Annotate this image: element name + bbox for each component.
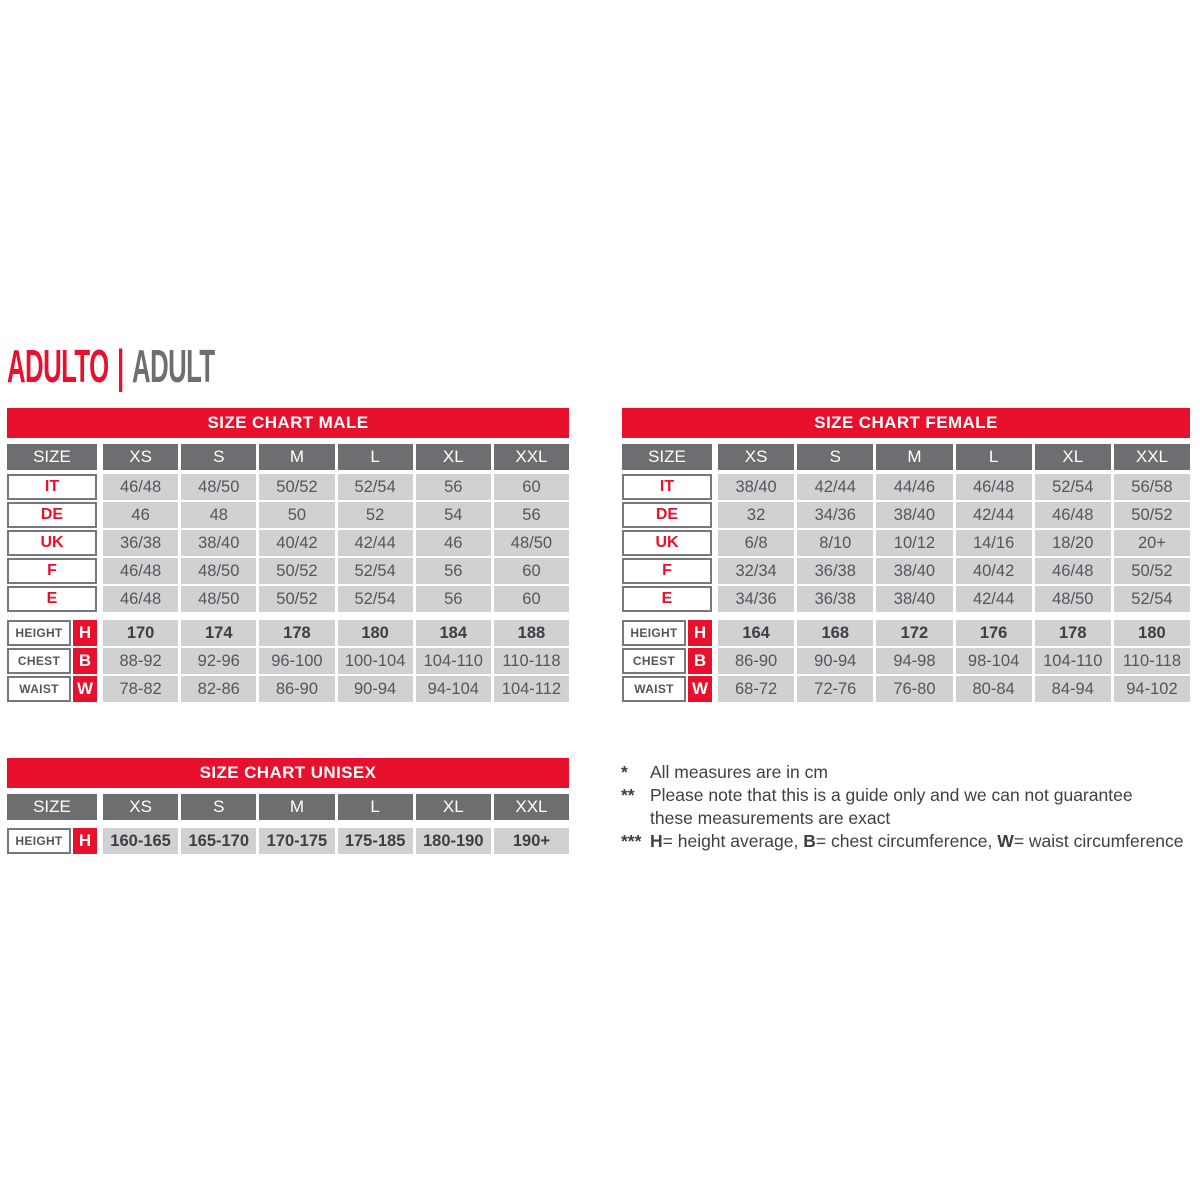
measure-row-height: [7, 828, 569, 854]
table-title-bar: [7, 408, 569, 438]
footnotes: [621, 761, 1200, 853]
page-title-secondary: ADULT: [132, 340, 215, 392]
measure-value-cell: 68-72: [718, 676, 794, 702]
legend-b-text: = chest circumference,: [815, 831, 998, 851]
measure-value-cell: 178: [1035, 620, 1111, 646]
size-value-cell: 34/36: [718, 586, 794, 612]
size-value-cell: 36/38: [797, 558, 873, 584]
column-header-xl: XL: [416, 794, 491, 820]
size-value-cell: 38/40: [876, 586, 952, 612]
size-value-cell: 56/58: [1114, 474, 1190, 500]
column-header-l: L: [338, 444, 413, 470]
column-header-s: S: [181, 794, 256, 820]
size-value-cell: 42/44: [797, 474, 873, 500]
size-value-cell: 46/48: [1035, 502, 1111, 528]
measure-value-cell: 86-90: [718, 648, 794, 674]
measure-code-badge: B: [688, 648, 712, 674]
size-value-cell: 10/12: [876, 530, 952, 556]
measure-value-cell: 94-102: [1114, 676, 1190, 702]
measure-value-cell: 188: [494, 620, 569, 646]
measure-value-cell: 100-104: [338, 648, 413, 674]
size-value-cell: 50/52: [259, 586, 334, 612]
column-header-size: SIZE: [7, 794, 97, 820]
column-header-m: M: [259, 794, 334, 820]
column-header-l: L: [956, 444, 1032, 470]
measure-value-cell: 104-110: [416, 648, 491, 674]
size-value-cell: 52/54: [338, 474, 413, 500]
measure-row-waist: [622, 676, 1190, 702]
measure-row-height: [622, 620, 1190, 646]
legend-w: W: [997, 831, 1014, 851]
size-value-cell: 34/36: [797, 502, 873, 528]
size-value-cell: 48/50: [181, 474, 256, 500]
size-value-cell: 46/48: [103, 474, 178, 500]
row-label: IT: [7, 474, 97, 500]
row-label: DE: [622, 502, 712, 528]
size-value-cell: 50/52: [1114, 558, 1190, 584]
page-title-separator: |: [116, 340, 124, 392]
table-title: SIZE CHART FEMALE: [814, 413, 998, 432]
measure-value-cell: 84-94: [1035, 676, 1111, 702]
size-value-cell: 36/38: [103, 530, 178, 556]
size-value-cell: 50/52: [259, 558, 334, 584]
row-label: UK: [622, 530, 712, 556]
size-value-cell: 52/54: [338, 558, 413, 584]
measure-value-cell: 96-100: [259, 648, 334, 674]
measure-value-cell: 178: [259, 620, 334, 646]
size-value-cell: 60: [494, 474, 569, 500]
column-header-s: S: [181, 444, 256, 470]
size-value-cell: 46/48: [103, 586, 178, 612]
column-header-m: M: [876, 444, 952, 470]
measure-value-cell: 190+: [494, 828, 569, 854]
measure-value-cell: 82-86: [181, 676, 256, 702]
measure-value-cell: 164: [718, 620, 794, 646]
measure-label: HEIGHT: [7, 620, 71, 646]
size-value-cell: 48/50: [494, 530, 569, 556]
measure-label-group: [7, 828, 97, 854]
measure-row-chest: [7, 648, 569, 674]
measure-value-cell: 110-118: [494, 648, 569, 674]
size-row-it: [622, 474, 1190, 500]
size-value-cell: 42/44: [956, 586, 1032, 612]
measure-code-badge: H: [73, 620, 97, 646]
size-value-cell: 44/46: [876, 474, 952, 500]
footnote-guide-only: [621, 784, 1200, 830]
size-row-de: [7, 502, 569, 528]
measure-value-cell: 86-90: [259, 676, 334, 702]
size-value-cell: 52/54: [338, 586, 413, 612]
measure-value-cell: 110-118: [1114, 648, 1190, 674]
measure-value-cell: 76-80: [876, 676, 952, 702]
measure-label: WAIST: [7, 676, 71, 702]
size-chart-female-table: [622, 408, 1190, 704]
measure-value-cell: 94-104: [416, 676, 491, 702]
size-row-de: [622, 502, 1190, 528]
row-label: IT: [622, 474, 712, 500]
measure-row-waist: [7, 676, 569, 702]
measure-label-group: [7, 620, 97, 646]
column-header-row: [7, 444, 569, 470]
size-value-cell: 40/42: [259, 530, 334, 556]
footnote-legend: [621, 830, 1200, 853]
size-value-cell: 32: [718, 502, 794, 528]
measure-value-cell: 172: [876, 620, 952, 646]
size-chart-unisex-table: [7, 758, 569, 856]
column-header-size: SIZE: [7, 444, 97, 470]
size-value-cell: 56: [416, 474, 491, 500]
column-header-row: [622, 444, 1190, 470]
column-header-xs: XS: [103, 444, 178, 470]
size-value-cell: 42/44: [956, 502, 1032, 528]
size-value-cell: 42/44: [338, 530, 413, 556]
page-title: [7, 340, 215, 392]
column-header-xxl: XXL: [494, 794, 569, 820]
measure-label: HEIGHT: [7, 828, 71, 854]
size-value-cell: 48/50: [181, 586, 256, 612]
measure-code-badge: H: [73, 828, 97, 854]
measure-value-cell: 168: [797, 620, 873, 646]
size-value-cell: 14/16: [956, 530, 1032, 556]
size-value-cell: 6/8: [718, 530, 794, 556]
size-value-cell: 52/54: [1035, 474, 1111, 500]
size-value-cell: 46: [416, 530, 491, 556]
row-label: F: [622, 558, 712, 584]
measure-value-cell: 98-104: [956, 648, 1032, 674]
footnote-marker: ***: [621, 831, 642, 851]
page-title-primary: ADULTO: [7, 340, 109, 392]
table-title: SIZE CHART MALE: [207, 413, 369, 432]
legend-h-text: = height average,: [662, 831, 804, 851]
size-row-uk: [7, 530, 569, 556]
column-header-l: L: [338, 794, 413, 820]
size-value-cell: 60: [494, 586, 569, 612]
size-value-cell: 52/54: [1114, 586, 1190, 612]
column-header-m: M: [259, 444, 334, 470]
measure-value-cell: 175-185: [338, 828, 413, 854]
measure-value-cell: 104-112: [494, 676, 569, 702]
measure-value-cell: 170-175: [259, 828, 334, 854]
row-label: E: [7, 586, 97, 612]
size-value-cell: 56: [416, 586, 491, 612]
measure-value-cell: 94-98: [876, 648, 952, 674]
measure-code-badge: W: [688, 676, 712, 702]
column-header-xl: XL: [416, 444, 491, 470]
measurements-section: [622, 620, 1190, 702]
column-header-s: S: [797, 444, 873, 470]
size-value-cell: 50: [259, 502, 334, 528]
measure-value-cell: 180-190: [416, 828, 491, 854]
size-row-f: [7, 558, 569, 584]
column-header-xl: XL: [1035, 444, 1111, 470]
measure-value-cell: 180: [338, 620, 413, 646]
footnote-text: [650, 830, 1200, 853]
row-label: F: [7, 558, 97, 584]
measure-value-cell: 72-76: [797, 676, 873, 702]
size-value-cell: 32/34: [718, 558, 794, 584]
size-value-cell: 56: [494, 502, 569, 528]
row-label: UK: [7, 530, 97, 556]
column-header-xs: XS: [103, 794, 178, 820]
measure-value-cell: 90-94: [797, 648, 873, 674]
footnote-marker: **: [621, 785, 635, 805]
footnote-text: All measures are in cm: [650, 762, 828, 782]
size-row-f: [622, 558, 1190, 584]
measure-label-group: [7, 648, 97, 674]
size-value-cell: 38/40: [876, 502, 952, 528]
size-value-cell: 38/40: [876, 558, 952, 584]
row-label: E: [622, 586, 712, 612]
measure-label-group: [622, 648, 712, 674]
size-value-cell: 46/48: [1035, 558, 1111, 584]
size-value-cell: 60: [494, 558, 569, 584]
legend-b: B: [803, 831, 816, 851]
measure-label-group: [622, 676, 712, 702]
measure-value-cell: 184: [416, 620, 491, 646]
size-value-cell: 8/10: [797, 530, 873, 556]
measure-value-cell: 78-82: [103, 676, 178, 702]
size-value-cell: 56: [416, 558, 491, 584]
size-value-cell: 38/40: [718, 474, 794, 500]
measure-value-cell: 80-84: [956, 676, 1032, 702]
measure-label: CHEST: [622, 648, 686, 674]
measure-value-cell: 170: [103, 620, 178, 646]
measurements-section: [7, 620, 569, 702]
measure-value-cell: 174: [181, 620, 256, 646]
size-value-cell: 38/40: [181, 530, 256, 556]
size-value-cell: 36/38: [797, 586, 873, 612]
measure-row-chest: [622, 648, 1190, 674]
table-title-bar: [7, 758, 569, 788]
size-row-e: [7, 586, 569, 612]
size-value-cell: 46/48: [103, 558, 178, 584]
column-header-xxl: XXL: [494, 444, 569, 470]
measure-label: WAIST: [622, 676, 686, 702]
measure-label-group: [7, 676, 97, 702]
footnote-text: [650, 784, 1200, 830]
size-value-cell: 48/50: [1035, 586, 1111, 612]
measure-code-badge: W: [73, 676, 97, 702]
footnote-line-2: these measurements are exact: [650, 808, 891, 828]
size-value-cell: 52: [338, 502, 413, 528]
measure-value-cell: 180: [1114, 620, 1190, 646]
size-row-it: [7, 474, 569, 500]
size-value-cell: 20+: [1114, 530, 1190, 556]
measure-value-cell: 90-94: [338, 676, 413, 702]
measure-value-cell: 104-110: [1035, 648, 1111, 674]
table-title: SIZE CHART UNISEX: [199, 763, 377, 782]
measure-value-cell: 88-92: [103, 648, 178, 674]
footnote-measures-in-cm: [621, 761, 1200, 784]
size-value-cell: 50/52: [1114, 502, 1190, 528]
size-chart-male-table: [7, 408, 569, 704]
column-header-xxl: XXL: [1114, 444, 1190, 470]
size-value-cell: 54: [416, 502, 491, 528]
footnote-marker: *: [621, 762, 628, 782]
measure-value-cell: 176: [956, 620, 1032, 646]
measure-value-cell: 92-96: [181, 648, 256, 674]
size-value-cell: 40/42: [956, 558, 1032, 584]
measure-label: HEIGHT: [622, 620, 686, 646]
legend-h: H: [650, 831, 663, 851]
row-label: DE: [7, 502, 97, 528]
size-value-cell: 48/50: [181, 558, 256, 584]
size-row-uk: [622, 530, 1190, 556]
measure-row-height: [7, 620, 569, 646]
size-value-cell: 46: [103, 502, 178, 528]
size-value-cell: 46/48: [956, 474, 1032, 500]
measure-code-badge: B: [73, 648, 97, 674]
legend-w-text: = waist circumference: [1013, 831, 1184, 851]
measure-label: CHEST: [7, 648, 71, 674]
measure-value-cell: 165-170: [181, 828, 256, 854]
column-header-xs: XS: [718, 444, 794, 470]
size-value-cell: 18/20: [1035, 530, 1111, 556]
measure-code-badge: H: [688, 620, 712, 646]
size-row-e: [622, 586, 1190, 612]
size-value-cell: 48: [181, 502, 256, 528]
column-header-row: [7, 794, 569, 820]
measurements-section: [7, 828, 569, 854]
measure-label-group: [622, 620, 712, 646]
column-header-size: SIZE: [622, 444, 712, 470]
size-value-cell: 50/52: [259, 474, 334, 500]
measure-value-cell: 160-165: [103, 828, 178, 854]
footnote-line-1: Please note that this is a guide only and we can not guarantee: [650, 785, 1133, 805]
table-title-bar: [622, 408, 1190, 438]
